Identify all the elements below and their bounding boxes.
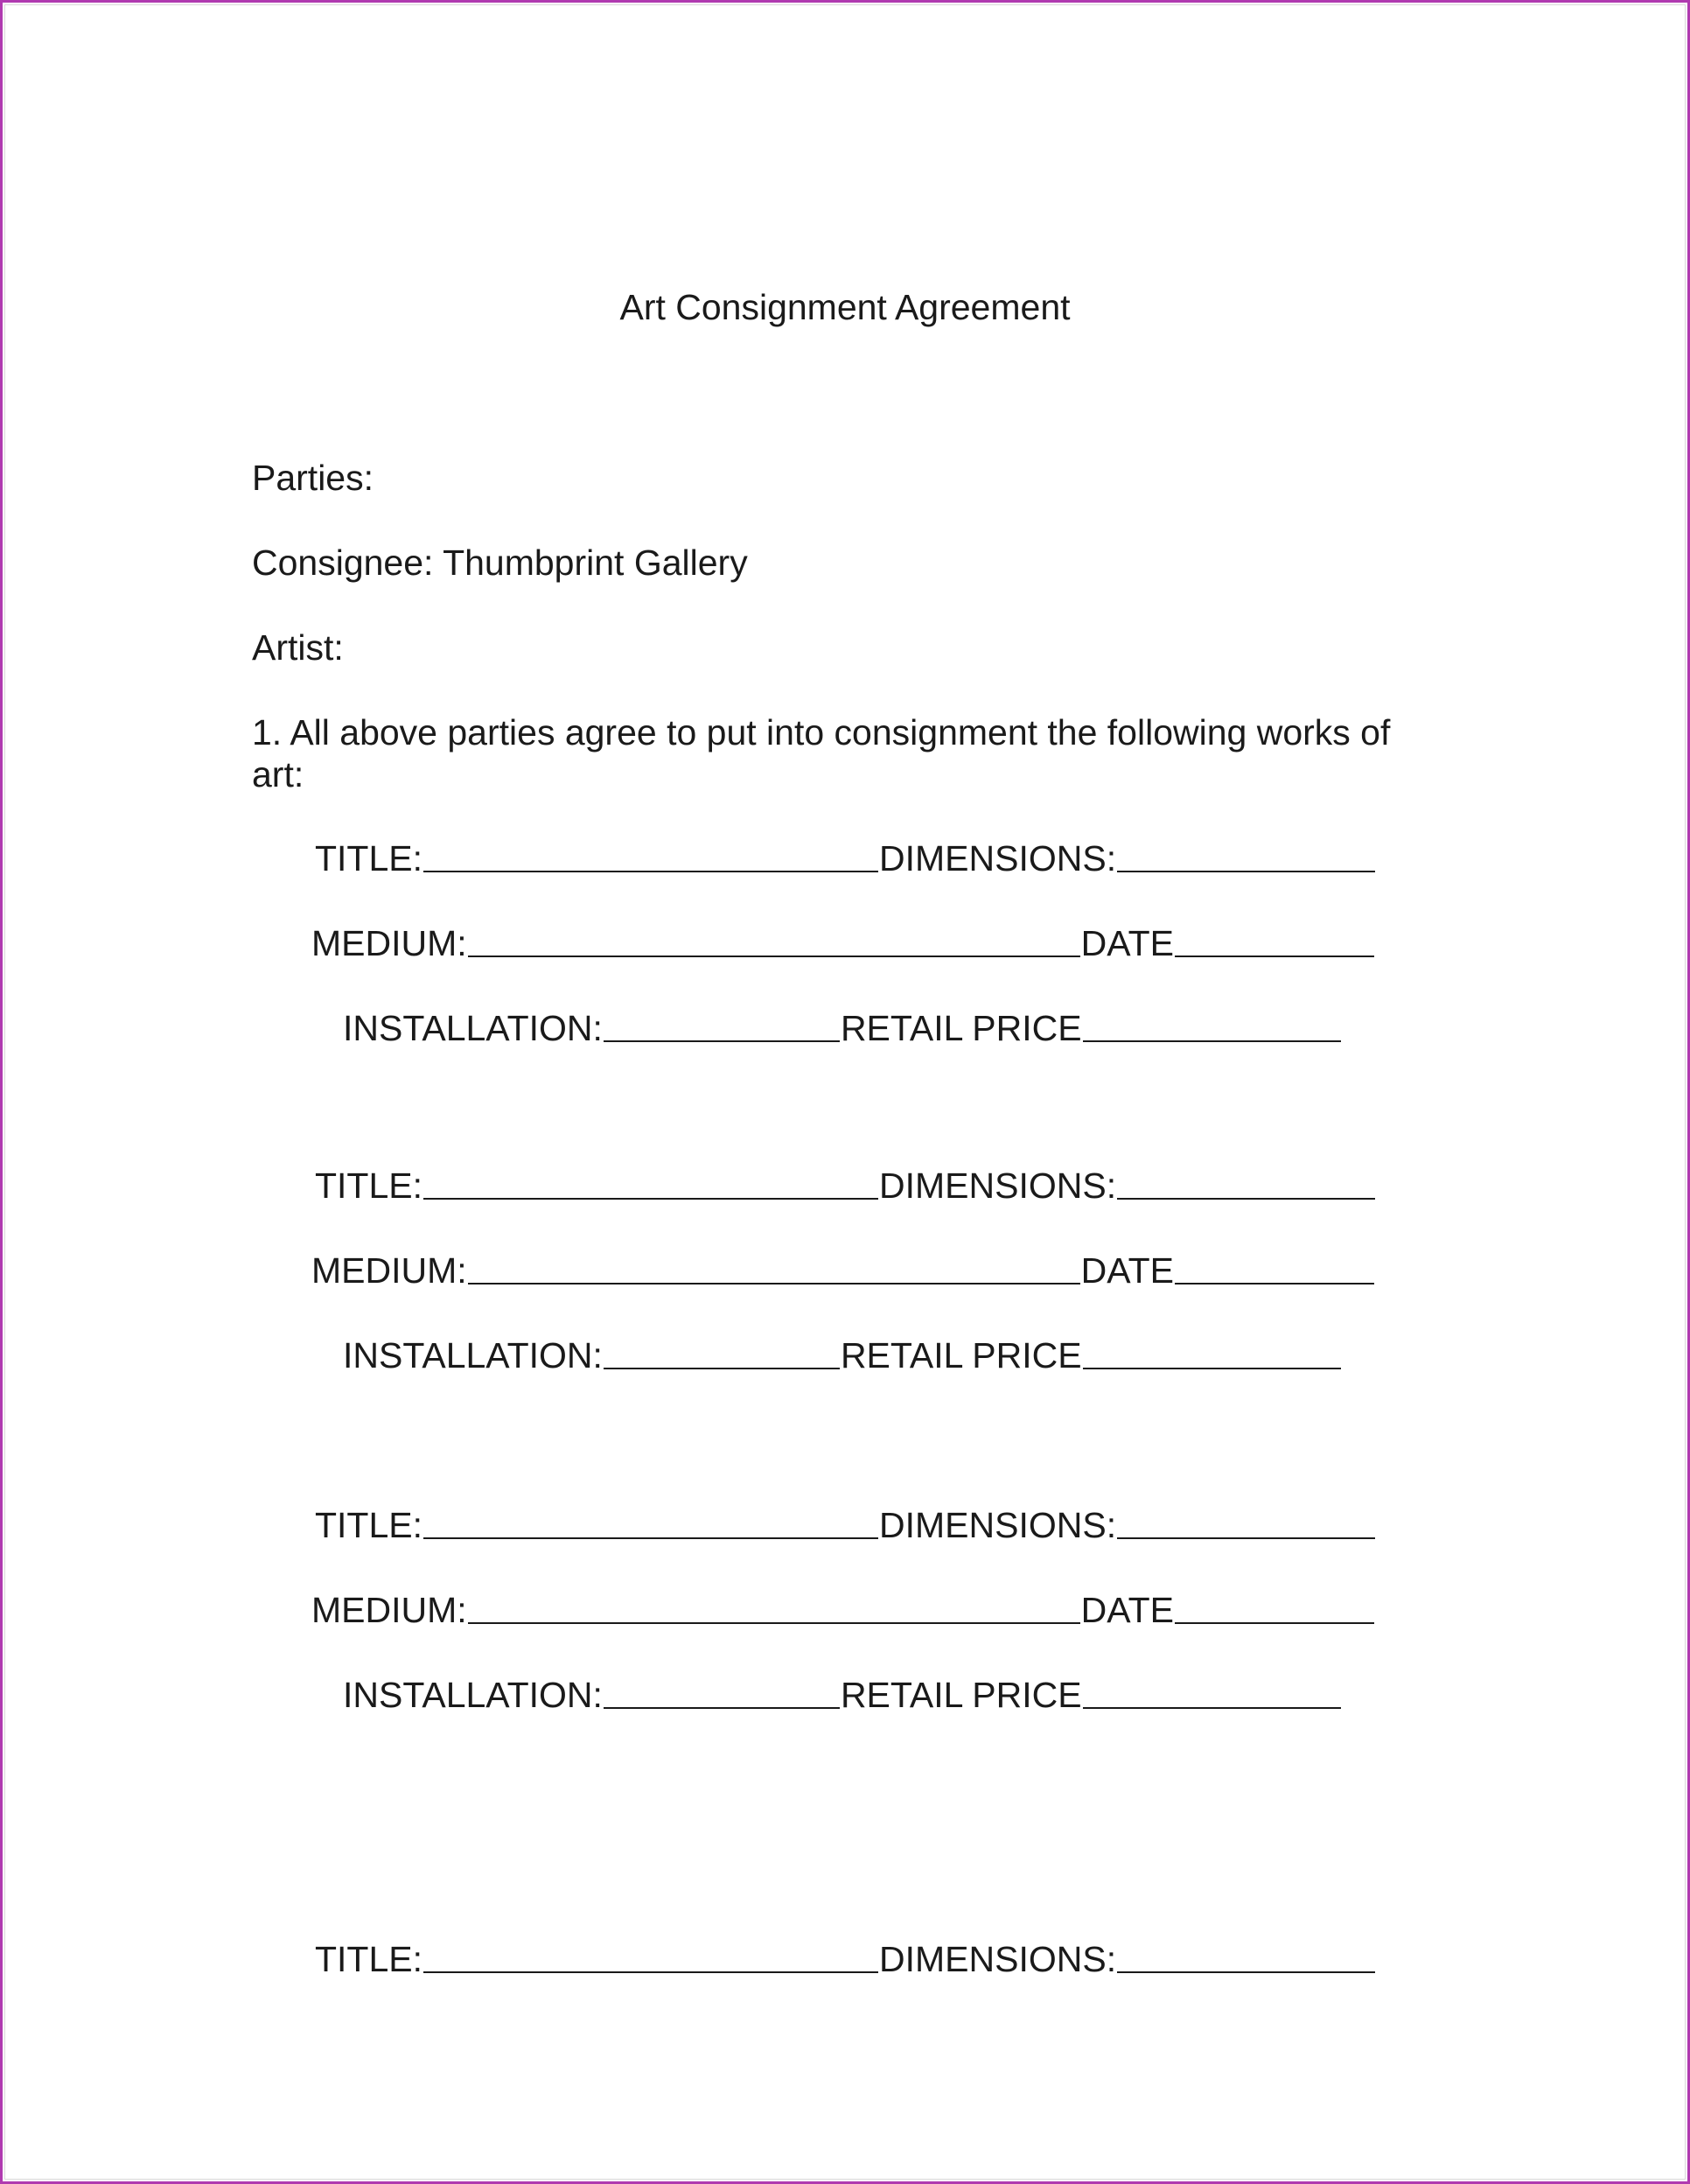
medium-label: MEDIUM: [311,923,467,963]
artwork-2-date-field[interactable] [1175,1282,1374,1284]
artwork-1-installation-field[interactable] [604,1040,840,1042]
dimensions-label: DIMENSIONS: [879,1505,1117,1545]
artwork-3-title-field[interactable] [423,1536,878,1539]
clause-1: 1. All above parties agree to put into consignment the following works of art: [252,712,1391,794]
installation-label: INSTALLATION: [343,1335,603,1376]
title-label: TITLE: [315,838,423,878]
retail-price-label: RETAIL PRICE [840,1675,1082,1715]
dimensions-label: DIMENSIONS: [879,1166,1117,1206]
artwork-3-retail-price-field[interactable] [1083,1706,1341,1709]
artwork-4-title-field[interactable] [423,1970,878,1973]
medium-label: MEDIUM: [311,1590,467,1630]
medium-label: MEDIUM: [311,1250,467,1291]
date-label: DATE [1080,1250,1174,1291]
artwork-2-dimensions-field[interactable] [1117,1197,1375,1200]
artwork-3-installation-field[interactable] [604,1706,840,1709]
artwork-1-title-row [315,837,1376,879]
dimensions-label: DIMENSIONS: [879,838,1117,878]
artwork-3-title-row [315,1504,1376,1546]
artwork-3-date-field[interactable] [1175,1621,1374,1624]
artwork-4-title-row [315,1938,1376,1980]
artwork-1-installation-row [343,1007,1342,1049]
artwork-1-date-field[interactable] [1175,955,1374,957]
artwork-4-dimensions-field[interactable] [1117,1970,1375,1973]
artwork-1-dimensions-field[interactable] [1117,870,1375,872]
artwork-2-installation-row [343,1334,1342,1376]
artwork-1-retail-price-field[interactable] [1083,1040,1341,1042]
title-label: TITLE: [315,1939,423,1979]
artwork-1-medium-row [311,922,1375,964]
artist-label: Artist: [252,627,344,668]
date-label: DATE [1080,923,1174,963]
retail-price-label: RETAIL PRICE [840,1335,1082,1376]
title-label: TITLE: [315,1166,423,1206]
date-label: DATE [1080,1590,1174,1630]
dimensions-label: DIMENSIONS: [879,1939,1117,1979]
artwork-3-dimensions-field[interactable] [1117,1536,1375,1539]
consignee-line: Consignee: Thumbprint Gallery [252,542,748,583]
artwork-2-title-field[interactable] [423,1197,878,1200]
artwork-3-installation-row [343,1674,1342,1716]
document-title: Art Consignment Agreement [619,287,1071,327]
retail-price-label: RETAIL PRICE [840,1008,1082,1048]
artwork-2-title-row [315,1165,1376,1207]
artwork-3-medium-row [311,1589,1375,1631]
artwork-2-installation-field[interactable] [604,1367,840,1369]
artwork-2-medium-field[interactable] [468,1282,1080,1284]
installation-label: INSTALLATION: [343,1008,603,1048]
title-label: TITLE: [315,1505,423,1545]
parties-label: Parties: [252,458,374,498]
artwork-1-medium-field[interactable] [468,955,1080,957]
installation-label: INSTALLATION: [343,1675,603,1715]
artwork-1-title-field[interactable] [423,870,878,872]
artwork-2-medium-row [311,1250,1375,1292]
artwork-3-medium-field[interactable] [468,1621,1080,1624]
artwork-2-retail-price-field[interactable] [1083,1367,1341,1369]
